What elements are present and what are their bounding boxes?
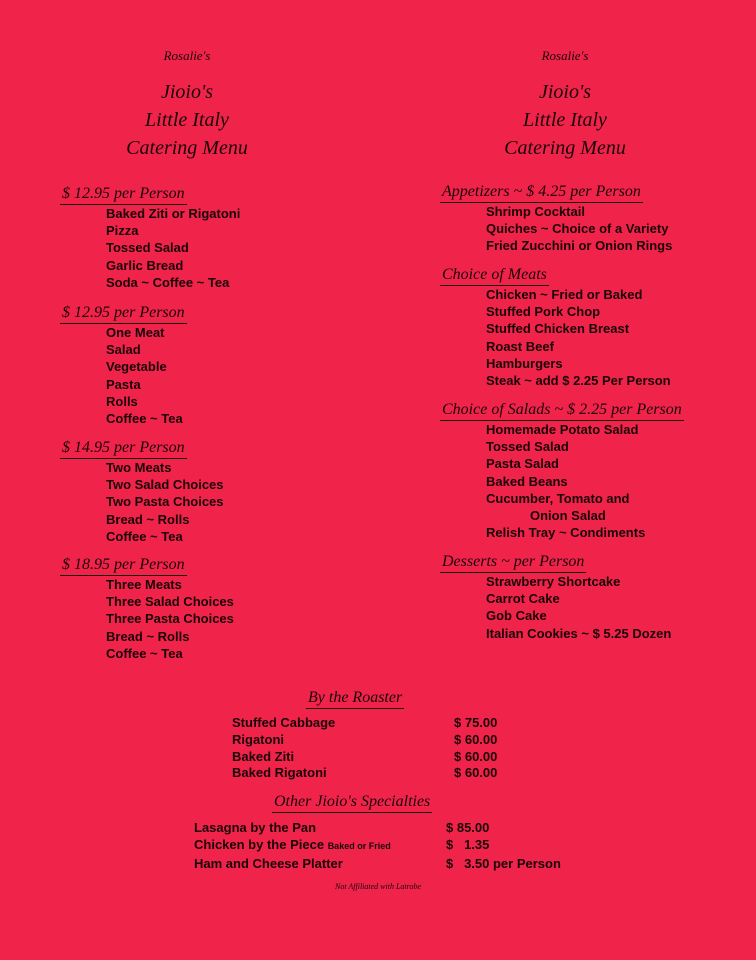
menu-item: Pizza xyxy=(106,223,139,239)
restaurant-subtitle: Little Italy xyxy=(145,109,229,131)
menu-item: Hamburgers xyxy=(486,355,563,371)
menu-item: Strawberry Shortcake xyxy=(486,574,621,589)
menu-item: Rolls xyxy=(106,393,138,409)
footer-note: Not Affiliated with Latrobe xyxy=(334,882,421,891)
left-section-4 xyxy=(60,555,234,662)
menu-item: Italian Cookies ~ $ 5.25 Dozen xyxy=(486,625,672,641)
price-row xyxy=(232,732,572,749)
item-price: $ 75.00 xyxy=(454,715,498,730)
item-price: $ 1.35 xyxy=(446,837,490,852)
item-name: Rigatoni xyxy=(232,731,284,747)
right-section-meats xyxy=(440,265,671,389)
price-row xyxy=(232,715,572,732)
brand-name: Rosalie's xyxy=(541,48,589,63)
menu-item: Quiches ~ Choice of a Variety xyxy=(486,221,669,237)
price-row xyxy=(232,749,572,766)
menu-item: Roast Beef xyxy=(486,338,554,354)
menu-item: Tossed Salad xyxy=(106,240,189,256)
section-title: $ 18.95 per Person xyxy=(60,555,187,576)
menu-item: Carrot Cake xyxy=(486,591,560,607)
section-title: Choice of Salads ~ $ 2.25 per Person xyxy=(440,400,684,421)
menu-title: Catering Menu xyxy=(126,137,248,159)
item-name xyxy=(194,836,446,855)
menu-item: Tossed Salad xyxy=(486,439,569,455)
menu-item: Fried Zucchini or Onion Rings xyxy=(486,238,673,254)
right-section-salads xyxy=(440,400,684,541)
section-title: Other Jioio's Specialties xyxy=(272,792,432,813)
item-name-text: Ham and Cheese Platter xyxy=(194,856,343,871)
menu-item: Shrimp Cocktail xyxy=(486,204,585,219)
menu-item: Onion Salad xyxy=(530,508,606,524)
menu-item: Gob Cake xyxy=(486,608,547,624)
menu-item: Steak ~ add $ 2.25 Per Person xyxy=(486,373,671,389)
section-title: $ 12.95 per Person xyxy=(60,184,187,205)
item-name: Baked Ziti xyxy=(232,748,295,764)
left-section-1 xyxy=(60,184,240,291)
menu-item: Three Pasta Choices xyxy=(106,611,234,627)
menu-item: One Meat xyxy=(106,325,165,340)
menu-title: Catering Menu xyxy=(504,137,626,159)
section-title: $ 12.95 per Person xyxy=(60,303,187,324)
price-row xyxy=(194,836,614,855)
menu-item: Two Meats xyxy=(106,460,172,475)
item-price: $ 60.00 xyxy=(454,765,498,781)
menu-item: Stuffed Pork Chop xyxy=(486,304,601,320)
menu-item: Baked Beans xyxy=(486,473,568,489)
item-note: Baked or Fried xyxy=(327,841,391,851)
menu-item: Garlic Bread xyxy=(106,257,184,273)
menu-item: Salad xyxy=(106,342,141,358)
left-section-3 xyxy=(60,438,224,545)
roaster-section xyxy=(232,688,572,782)
menu-item: Bread ~ Rolls xyxy=(106,628,190,644)
specialties-table xyxy=(194,819,614,872)
item-name-text: Chicken by the Piece xyxy=(194,837,325,852)
section-title: By the Roaster xyxy=(306,688,404,709)
item-name: Stuffed Cabbage xyxy=(232,715,336,730)
section-title: Appetizers ~ $ 4.25 per Person xyxy=(440,182,643,203)
right-header xyxy=(440,48,690,162)
left-header xyxy=(62,48,312,162)
menu-item: Cucumber, Tomato and xyxy=(486,490,630,506)
section-title: Desserts ~ per Person xyxy=(440,552,586,573)
menu-item: Coffee ~ Tea xyxy=(106,411,183,427)
item-name xyxy=(194,819,446,836)
section-title: $ 14.95 per Person xyxy=(60,438,187,459)
menu-item: Baked Ziti or Rigatoni xyxy=(106,206,241,221)
menu-item: Bread ~ Rolls xyxy=(106,511,190,527)
item-price: $ 60.00 xyxy=(454,748,498,764)
section-title: Choice of Meats xyxy=(440,265,549,286)
restaurant-name: Jioio's xyxy=(538,81,592,103)
restaurant-subtitle: Little Italy xyxy=(523,109,607,131)
restaurant-name: Jioio's xyxy=(160,81,214,103)
menu-item: Three Salad Choices xyxy=(106,594,234,610)
menu-item: Coffee ~ Tea xyxy=(106,645,183,661)
roaster-table xyxy=(232,715,572,782)
right-section-appetizers xyxy=(440,182,672,255)
menu-item: Chicken ~ Fried or Baked xyxy=(486,287,643,302)
item-price: $ 3.50 per Person xyxy=(446,856,561,871)
menu-item: Soda ~ Coffee ~ Tea xyxy=(106,274,230,290)
item-price: $ 85.00 xyxy=(446,820,490,835)
price-row xyxy=(194,855,614,872)
menu-item: Two Pasta Choices xyxy=(106,494,224,510)
item-name-text: Lasagna by the Pan xyxy=(194,820,317,835)
menu-item: Homemade Potato Salad xyxy=(486,422,639,437)
price-row xyxy=(194,819,614,836)
menu-item: Stuffed Chicken Breast xyxy=(486,321,630,337)
specialties-section xyxy=(194,792,614,872)
menu-item: Pasta xyxy=(106,376,141,392)
menu-item: Pasta Salad xyxy=(486,456,559,472)
left-section-2 xyxy=(60,303,187,427)
menu-item: Vegetable xyxy=(106,359,167,375)
item-name: Baked Rigatoni xyxy=(232,765,327,781)
item-name xyxy=(194,855,446,872)
menu-item: Two Salad Choices xyxy=(106,477,224,493)
menu-item: Coffee ~ Tea xyxy=(106,528,183,544)
right-section-desserts xyxy=(440,552,671,642)
brand-name: Rosalie's xyxy=(163,48,211,63)
menu-item: Three Meats xyxy=(106,577,182,592)
menu-item: Relish Tray ~ Condiments xyxy=(486,525,646,541)
item-price: $ 60.00 xyxy=(454,731,498,747)
price-row xyxy=(232,765,572,782)
